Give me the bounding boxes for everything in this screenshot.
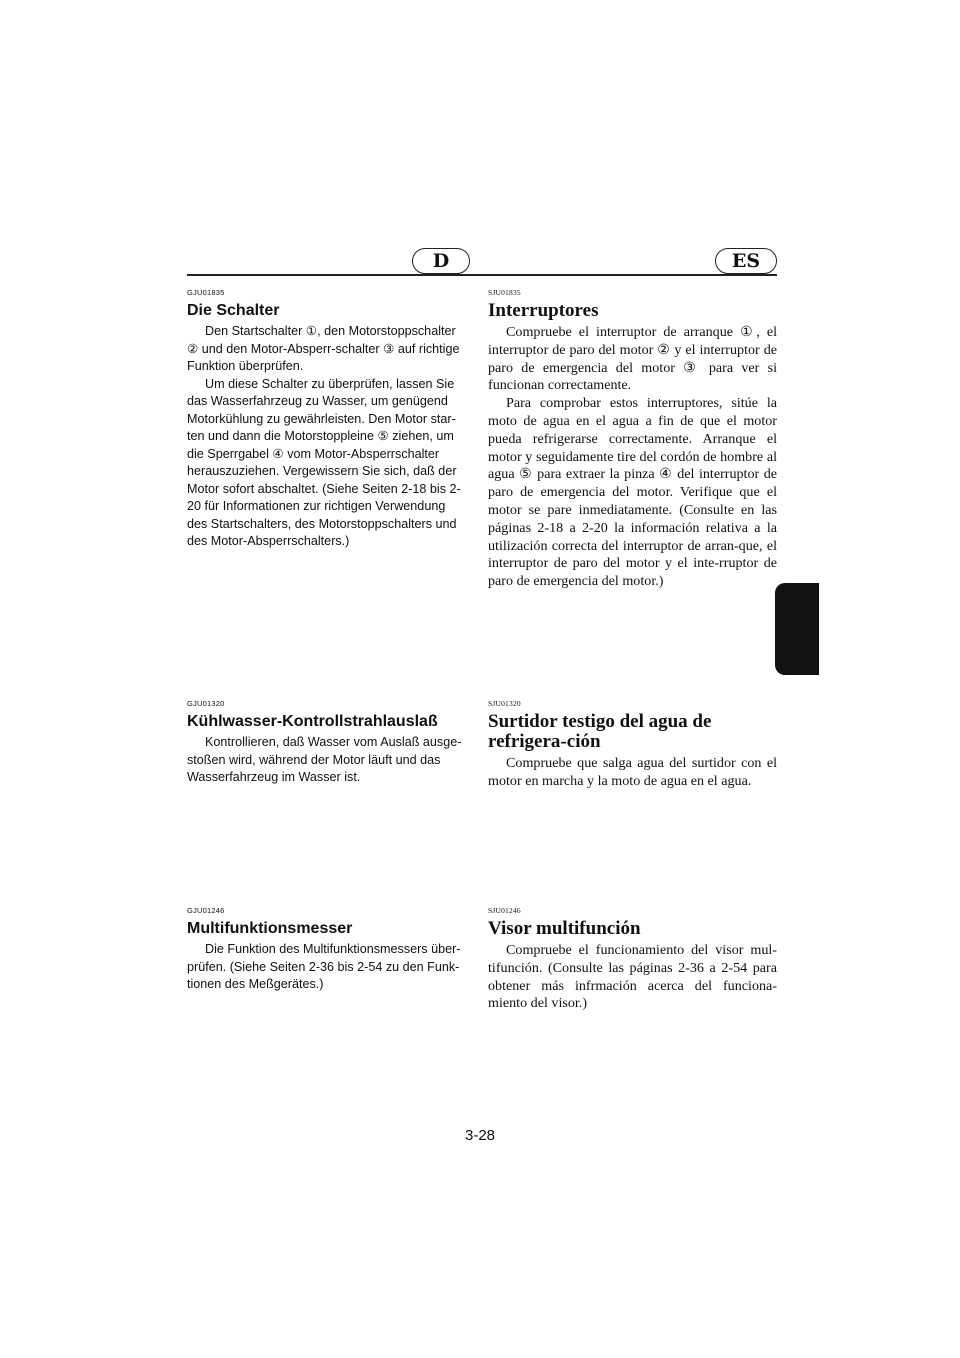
section-multifunction-es (488, 906, 777, 1013)
language-badge-es-label: ES (731, 250, 761, 272)
section-title: Surtidor testigo del agua de refrigera-ción (488, 711, 712, 752)
section-cooling-outlet-es (488, 699, 777, 791)
section-code: GJU01835 (187, 288, 225, 297)
section-cooling-outlet-de (187, 699, 467, 787)
section-title: Interruptores (488, 300, 599, 321)
section-code: GJU01320 (187, 699, 225, 708)
chapter-tab (775, 583, 819, 675)
paragraph: Para comprobar estos interruptores, sitúe la moto de agua en el agua a fin de que el motor pueda refrigerarse correctamente. Arranque el motor y seguidamente tire del cordón de hombre al agua ⑤ para extraer la pinza ④ del interruptor de paro de emergencia del motor. Verifique que el motor se pare inmediatamente. (Consulte en las páginas 2-18 a 2-20 la información relativa a la utilización correcta del interruptor de arran-que, el interruptor de paro del motor y el inte-rruptor de paro de emergencia del motor.) (488, 395, 777, 590)
paragraph: Die Funktion des Multifunktionsmessers über-prüfen. (Siehe Seiten 2-36 bis 2-54 zu den Funk-tionen des Meßgerätes.) (187, 942, 461, 991)
language-badge-de (412, 248, 470, 274)
section-title: Multifunktionsmesser (187, 920, 353, 937)
language-badge-de-label: D (432, 250, 450, 272)
section-title: Visor multifunción (488, 918, 641, 939)
section-title: Die Schalter (187, 302, 280, 319)
language-badge-es (715, 248, 777, 274)
paragraph: Kontrollieren, daß Wasser vom Auslaß ausge-stoßen wird, während der Motor läuft und das Wasserfahrzeug im Wasser ist. (187, 735, 462, 784)
section-code: SJU01320 (488, 699, 521, 708)
section-code: GJU01246 (187, 906, 225, 915)
paragraph: Compruebe el interruptor de arranque ①, el interruptor de paro del motor ② y el interruptor de paro de emergencia del motor ③ para ver si funcionan correctamente. (488, 324, 777, 394)
section-title: Kühlwasser-Kontrollstrahlauslaß (187, 713, 438, 730)
paragraph: Um diese Schalter zu überprüfen, lassen Sie das Wasserfahrzeug zu Wasser, um genügend Motorkühlung zu gewährleisten. Den Motor star-ten und dann die Motorstoppleine ⑤ ziehen, um die Sperrgabel ④ vom Motor-Absperrschalter herauszuziehen. Vergewissern Sie sich, daß der Motor sofort abschaltet. (Siehe Seiten 2-18 bis 2-20 für Informationen zur richtigen Verwendung des Startschalters, des Motorstoppschalters und des Motor-Absperrschalters.) (187, 376, 461, 548)
header-rule (187, 274, 777, 276)
paragraph: Den Startschalter ①, den Motorstoppschalter ② und den Motor-Absperr-schalter ③ auf richtige Funktion überprüfen. (187, 324, 460, 373)
section-code: SJU01835 (488, 288, 521, 297)
section-code: SJU01246 (488, 906, 521, 915)
section-switches-es (488, 288, 777, 591)
paragraph: Compruebe que salga agua del surtidor con el motor en marcha y la moto de agua en el agua. (488, 755, 777, 789)
page-number: 3-28 (464, 1127, 496, 1144)
paragraph: Compruebe el funcionamiento del visor mul-tifunción. (Consulte las páginas 2-36 a 2-54 para obtener más infrmación acerca del funciona-miento del visor.) (488, 942, 777, 1012)
section-switches-de (187, 288, 467, 551)
section-multifunction-de (187, 906, 467, 994)
